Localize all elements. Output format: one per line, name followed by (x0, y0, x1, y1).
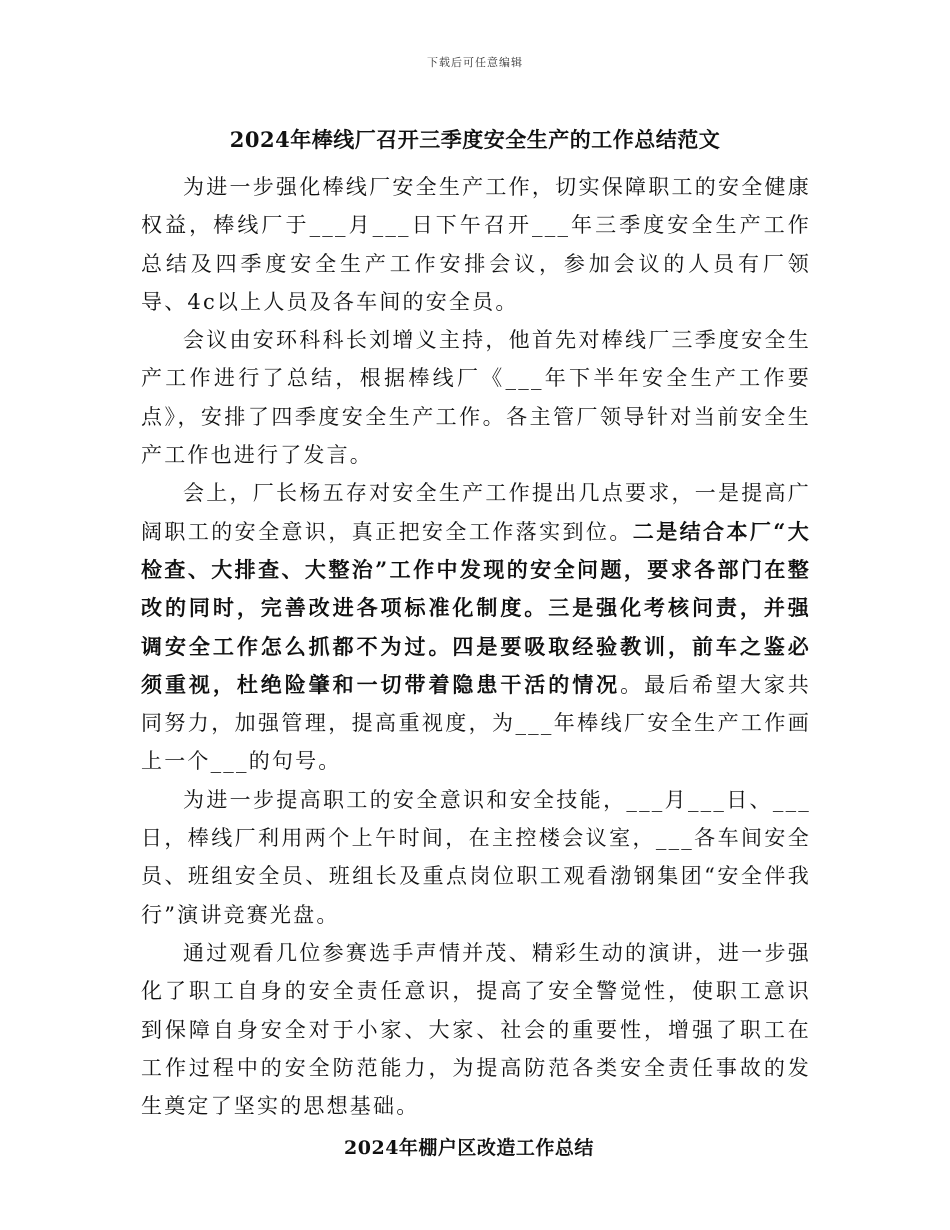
paragraph-3-bold-requirements: 二是结合本厂“大检查、大排查、大整治”工作中发现的安全问题，要求各部门在整改的同时，完善改进各项标准化制度。三是强化考核问责，并强调安全工作怎么抓都不为过。四是要吸取经验教训，前车之鉴必须重视，杜绝险肇和一切带着隐患干活的情况 (141, 518, 811, 697)
paragraph-1: 为进一步强化棒线厂安全生产工作，切实保障职工的安全健康权益，棒线厂于___月___日下午召开___年三季度安全生产工作总结及四季度安全生产工作安排会议，参加会议的人员有厂领导、4c以上人员及各车间的安全员。 (141, 175, 811, 314)
paragraph-3 (141, 474, 811, 780)
document-body (141, 168, 811, 1167)
page-header-note: 下载后可任意编辑 (427, 56, 523, 69)
paragraph-3-closing: 。最后希望大家共同努力，加强管理，提高重视度，为___年棒线厂安全生产工作画上一个___的句号。 (141, 672, 811, 774)
paragraph-2: 会议由安环科科长刘增义主持，他首先对棒线厂三季度安全生产工作进行了总结，根据棒线厂《___年下半年安全生产工作要点》，安排了四季度安全生产工作。各主管厂领导针对当前安全生产工作也进行了发言。 (141, 328, 811, 468)
paragraph-4: 为进一步提高职工的安全意识和安全技能，___月___日、___日，棒线厂利用两个上午时间，在主控楼会议室，___各车间安全员、班组安全员、班组长及重点岗位职工观看渤钢集团“安全伴我行”演讲竞赛光盘。 (141, 787, 811, 927)
paragraph-5: 通过观看几位参赛选手声情并茂、精彩生动的演讲，进一步强化了职工自身的安全责任意识，提高了安全警觉性，使职工意识到保障自身安全对于小家、大家、社会的重要性，增强了职工在工作过程中的安全防范能力，为提高防范各类安全责任事故的发生奠定了坚实的思想基础。 (141, 940, 811, 1119)
next-section-title: 2024年棚户区改造工作总结 (344, 1137, 594, 1160)
paragraph-3-intro: 会上，厂长杨五存对安全生产工作提出几点要求，一是提高广阔职工的安全意识，真正把安全工作落实到位。 (141, 481, 811, 544)
document-title: 2024年棒线厂召开三季度安全生产的工作总结范文 (229, 127, 721, 152)
